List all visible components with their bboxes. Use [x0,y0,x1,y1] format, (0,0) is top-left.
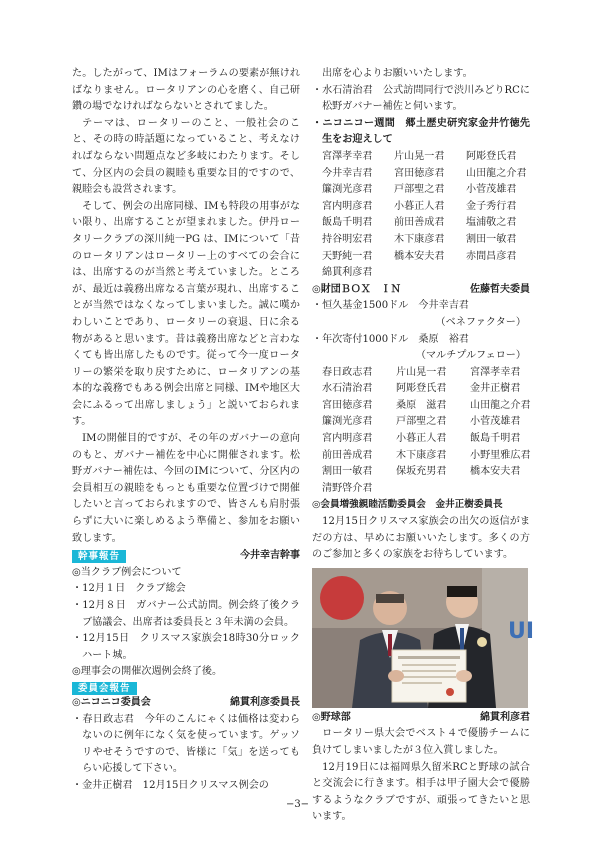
kanji-reporter: 今井幸吉幹事 [240,550,300,562]
member-name: 宮澤孝幸君 [322,150,373,162]
zaidan-note-2: （マルチプルフェロー） [415,350,526,362]
kanji-item: ・12月８日 ガバナー公式訪問。例会終了後クラブ協議会、出席者は委員長と３年未満の会員。 [72,600,300,628]
member-name: 宮内明彦君 [322,433,373,445]
member-name: 綿貫利彦君 [322,267,373,279]
member-name: 小菅茂雄君 [470,416,521,428]
yakyu-title: ◎野球部 [312,711,351,723]
member-name: 割田一敏君 [322,466,373,478]
yakyu-paragraph-2: 12月19日には福岡県久留米RCと野球の試合と交流会に行きます。相手は甲子園大会で優勝するようなクラブですが、頑張ってきたいと思います。 [312,761,530,823]
member-name: 清野啓介君 [322,482,373,494]
member-name: 阿彫登氏君 [466,150,517,162]
yakyu-header [312,710,530,727]
member-name: 水石清治君 [322,383,373,395]
member-name: 橋本安夫君 [394,250,445,262]
member-name: 宮澤孝幸君 [470,366,521,378]
kanji-item: ◎理事会の開催次週例会終了後。 [72,666,223,678]
member-name: 片山晃一君 [396,366,447,378]
member-name: 小野里雅広君 [470,449,531,461]
committee-report-label: 委員会報告 [72,682,137,695]
member-name: 今井幸吉君 [322,167,373,179]
member-name: 山田龍之介君 [470,399,531,411]
member-name: 桑原 滋君 [396,399,447,411]
zaidan-line-1: ・恒久基金1500ドル 今井幸吉君 [312,300,469,312]
zaidan-note-1: （ベネファクター） [435,316,526,328]
kanji-report-list [72,565,300,681]
kanji-report-header [72,548,300,565]
member-name: 阿彫登氏君 [396,383,447,395]
member-name: 飯島千明君 [322,217,373,229]
member-name: 簾渕光彦君 [322,184,373,196]
member-name: 木下康彦君 [396,449,447,461]
zaidan-chair: 佐藤哲夫委員 [470,283,530,295]
niko-committee-header [72,695,300,712]
kaiin-title: ◎会員増強親睦活動委員会 金井正樹委員長 [312,499,503,511]
member-name: 飯島千明君 [470,433,521,445]
committee-report-header [72,682,300,695]
member-name: 小暮正人君 [394,200,445,212]
left-paragraph-2: テーマは、ロータリーのこと、一般社会のこと、その時の時話題になっていること、考えなければならない問題点など多岐にわたります。そして、分区内の会員の親睦も重要な目的ですので、親睦会も設営されます。 [72,117,300,196]
member-name: 橋本安夫君 [470,466,521,478]
left-paragraph-1: た。したがって、IMはフォーラムの要素が無ければなりません。ロータリアンの心を磨く、自己研鑽の場でなければならないとされてました。 [72,68,300,113]
member-name: 持谷明宏君 [322,233,373,245]
zaidan-names [312,365,530,498]
kanji-item: ◎当クラブ例会について [72,566,182,578]
member-name: 戸部聖之君 [394,184,445,196]
svg-text:UI: UI [508,618,535,644]
member-name: 前田善成君 [322,449,373,461]
kanji-report-label: 幹事報告 [72,550,126,563]
member-name: 小菅茂雄君 [466,184,517,196]
member-name: 簾渕光彦君 [322,416,373,428]
member-name: 保坂充男君 [396,466,447,478]
niko-week-title: ・ニコニコー週間 郷土歴史研究家金井竹徳先生をお迎えして [312,117,530,146]
niko-item: ・春日政志君 今年のこんにゃくは価格は変わらないのに例年になく気を使っています。ゲッソリやせそうですので、皆様に「気」を送ってもらい応援して下さい。 [72,713,300,775]
award-photo [312,568,535,708]
member-name: 戸部聖之君 [396,416,447,428]
member-name: 金井正樹君 [470,383,521,395]
niko-week-names [312,149,530,282]
member-name: 宮内明彦君 [322,200,373,212]
kanji-item: ・12月１日 クラブ総会 [72,583,186,595]
member-name: 小暮正人君 [396,433,447,445]
left-paragraph-4: IMの開催目的ですが、その年のガバナーの意向のもと、ガバナー補佐を中心に開催されます。松野ガバナー補佐は、今回のIMについて、分区内の会員相互の親睦をもっとも重要な位置づけで開催したいと言っておられますので、皆さんも肩肘張らずに大いに楽しめるよう準備と、参加をお願い致します。 [72,433,300,544]
member-name: 赤間昌彦君 [466,250,517,262]
page-number: −3− [285,799,310,810]
right-continuation: 出席を心よりお願いいたします。 [322,68,473,79]
member-name: 宮田徳彦君 [394,167,445,179]
zaidan-line-2: ・年次寄付1000ドル 桑原 裕君 [312,333,469,345]
member-name: 木下康彦君 [394,233,445,245]
niko-committee-chair: 綿貫利彦委員長 [230,696,300,708]
left-column [72,66,300,795]
member-name: 山田龍之介君 [466,167,527,179]
niko-committee-title: ◎ニコニコ委員会 [72,696,151,708]
zaidan-title: ◎財団ＢＯＸ ＩＮ [312,283,401,295]
award-photo-illustration [312,568,535,708]
yakyu-paragraph-1: ロータリー県大会でベスト４で優勝チームに負けてしまいましたが３位入賞しました。 [312,728,530,756]
right-column [312,66,535,826]
member-name: 前田善成君 [394,217,445,229]
member-name: 天野純一君 [322,250,373,262]
yakyu-chair: 綿貫利彦君 [480,711,530,723]
member-name: 割田一敏君 [466,233,517,245]
mizuishi-item: ・水石清治君 公式訪問同行で渋川みどりRCに松野ガバナー補佐と伺います。 [312,84,530,113]
niko-item: ・金井正樹君 12月15日クリスマス例会の [72,779,269,791]
kanji-item: ・12月15日 クリスマス家族会18時30分ロックハート城。 [72,633,300,661]
member-name: 春日政志君 [322,366,373,378]
member-name: 塩浦敬之君 [466,217,517,229]
member-name: 金子秀行君 [466,200,517,212]
member-name: 宮田徳彦君 [322,399,373,411]
member-name: 片山晃一君 [394,150,445,162]
left-paragraph-3: そして、例会の出席同様、IMも特段の用事がない限り、出席することが望まれました。伊丹ロータリークラブの深川純一PG は、IMについて「昔のロータリアンはロータリー上のすべての会合には、出席するのが当然と考えていました。ところが、最近は義務出席なる言葉が現れ、出席することが当然ではなくなってしまいました。誠に嘆かわしいことであり、ロータリーの衰退、日に余る物があると思います。昔は義務出席などと言わなくても皆出席したものです。従って今一度ロータリーの繁栄を取り戻すために、ロータリアンの基本的な義務でもある例会出席と同様、IMや地区大会にふるって出席しましょう」と説いておられます。 [72,200,300,428]
zaidan-header [312,282,530,299]
kaiin-text: 12月15日クリスマス家族会の出欠の返信がまだの方は、早めにお願いいたします。多くの方のご参加と多くの家族をお待ちしています。 [312,516,530,561]
